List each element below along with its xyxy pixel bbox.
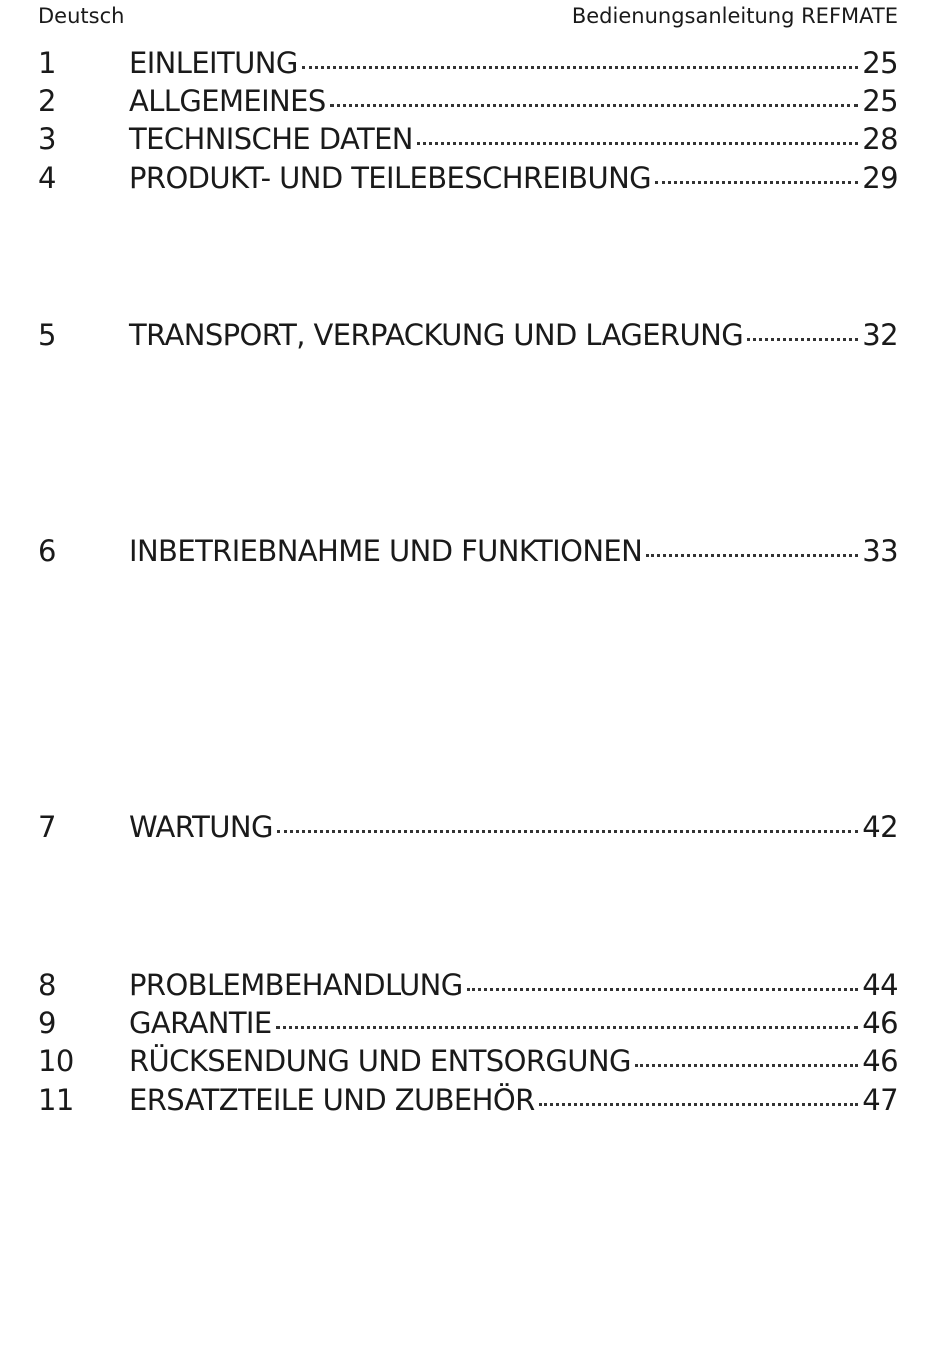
page-header (38, 4, 898, 30)
toc-entry-number: 1 (38, 46, 56, 80)
language-label: Deutsch (38, 4, 125, 28)
toc-entry[interactable] (38, 82, 898, 120)
toc-entry[interactable] (38, 966, 898, 1004)
dot-leader (330, 98, 859, 107)
toc-entry[interactable] (38, 1042, 898, 1080)
toc-entry-page: 47 (862, 1083, 898, 1117)
toc-entry-title: WARTUNG (129, 810, 273, 844)
toc-entry-page: 32 (862, 318, 898, 352)
toc-entry[interactable] (38, 44, 898, 82)
toc-entry-title: RÜCKSENDUNG UND ENTSORGUNG (129, 1044, 631, 1078)
toc-entry-number: 11 (38, 1083, 74, 1117)
toc-entry-number: 7 (38, 810, 56, 844)
toc-entry-title: ERSATZTEILE UND ZUBEHÖR (129, 1083, 535, 1117)
toc-entry-page: 29 (862, 161, 898, 195)
toc-entry-number: 6 (38, 534, 56, 568)
toc-entry-number: 9 (38, 1006, 56, 1040)
toc-entry-number: 4 (38, 161, 56, 195)
toc-entry[interactable] (38, 1081, 898, 1119)
dot-leader (277, 824, 858, 833)
toc-entry-number: 10 (38, 1044, 74, 1078)
toc-entry-page: 46 (862, 1006, 898, 1040)
toc-entry-page: 46 (862, 1044, 898, 1078)
dot-leader (655, 175, 858, 184)
toc-entry-page: 42 (862, 810, 898, 844)
dot-leader (276, 1020, 859, 1029)
toc-entry-title: PRODUKT- UND TEILEBESCHREIBUNG (129, 161, 652, 195)
toc-entry[interactable] (38, 316, 898, 354)
toc-entry-number: 3 (38, 122, 56, 156)
toc-entry[interactable] (38, 808, 898, 846)
toc-entry-page: 25 (862, 46, 898, 80)
toc-entry-title: EINLEITUNG (129, 46, 298, 80)
toc-entry-page: 28 (862, 122, 898, 156)
toc-entry[interactable] (38, 120, 898, 158)
document-title: Bedienungsanleitung REFMATE (571, 4, 898, 28)
toc-entry-number: 8 (38, 968, 56, 1002)
dot-leader (747, 332, 858, 341)
toc-entry[interactable] (38, 159, 898, 197)
toc-entry[interactable] (38, 532, 898, 570)
toc-entry[interactable] (38, 1004, 898, 1042)
toc-entry-number: 2 (38, 84, 56, 118)
toc-entry-page: 25 (862, 84, 898, 118)
toc-entry-page: 33 (862, 534, 898, 568)
dot-leader (539, 1097, 859, 1106)
toc-entry-title: TRANSPORT, VERPACKUNG UND LAGERUNG (129, 318, 744, 352)
toc-entry-title: ALLGEMEINES (129, 84, 326, 118)
dot-leader (302, 60, 859, 69)
dot-leader (635, 1058, 858, 1067)
toc-entry-title: INBETRIEBNAHME UND FUNKTIONEN (129, 534, 643, 568)
toc-entry-title: TECHNISCHE DATEN (129, 122, 413, 156)
dot-leader (467, 982, 859, 991)
dot-leader (417, 136, 858, 145)
toc-entry-title: PROBLEMBEHANDLUNG (129, 968, 463, 1002)
toc-entry-title: GARANTIE (129, 1006, 272, 1040)
toc-entry-number: 5 (38, 318, 56, 352)
toc-entry-page: 44 (862, 968, 898, 1002)
dot-leader (646, 548, 858, 557)
